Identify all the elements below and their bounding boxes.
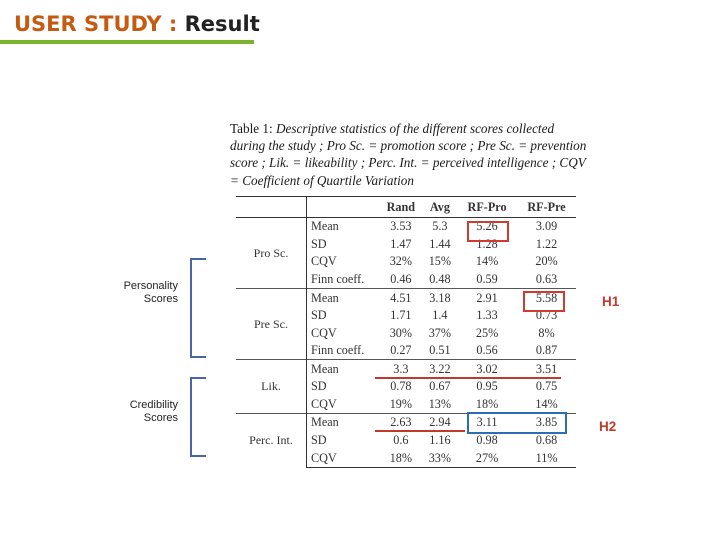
table-cell: 0.27 xyxy=(390,343,412,358)
table-cell: 3.53 xyxy=(379,218,423,236)
caption-text: Descriptive statistics of the different scores collected during the study ; Pro Sc. = promotion score ; Pre Sc. = prevention score ; Lik. = likeability ; Perc. Int. = perceived intelligence ; CQV = Coefficient of Quartile Variation xyxy=(230,121,587,188)
table-cell: 1.71 xyxy=(390,308,412,323)
table-cell: 3.18 xyxy=(423,289,457,307)
table-cell: 0.98 xyxy=(476,432,498,447)
column-header: Avg xyxy=(423,197,457,218)
metric-label: Mean xyxy=(307,289,380,307)
slide-title-suffix: Result xyxy=(184,12,260,36)
column-header: RF-Pro xyxy=(457,197,517,218)
table-cell: 0.51 xyxy=(429,343,451,358)
table-cell: 1.22 xyxy=(535,236,558,251)
table-row xyxy=(236,218,576,236)
credibility-label-line1: Credibility xyxy=(129,399,178,411)
table-cell: 13% xyxy=(428,396,452,411)
credibility-label-line2: Scores xyxy=(143,412,178,424)
table-cell: 2.91 xyxy=(457,289,517,307)
metric-label: SD xyxy=(311,308,327,323)
table-cell: 1.4 xyxy=(432,308,448,323)
metric-label: SD xyxy=(311,236,327,251)
metric-label: Mean xyxy=(307,414,380,432)
column-header: RF-Pre xyxy=(517,197,576,218)
metric-label: Mean xyxy=(307,218,380,236)
table-cell: 1.33 xyxy=(476,308,498,323)
table-cell: 27% xyxy=(457,449,517,467)
personality-scores-label xyxy=(100,280,178,306)
metric-label: CQV xyxy=(311,396,337,411)
hypothesis-h2-label: H2 xyxy=(599,419,617,434)
table-cell: 1.44 xyxy=(429,236,451,251)
table-cell: 1.16 xyxy=(429,432,451,447)
metric-label: SD xyxy=(311,432,327,447)
table-cell: 2.94 xyxy=(423,414,457,432)
table-cell: 0.46 xyxy=(390,271,412,286)
table-cell: 0.78 xyxy=(390,379,412,394)
table-cell: 0.75 xyxy=(535,379,558,394)
metric-label: Finn coeff. xyxy=(311,271,365,286)
caption-label: Table 1: xyxy=(230,121,273,136)
table-cell: 37% xyxy=(428,325,452,340)
slide-title xyxy=(14,12,260,36)
table-cell: 18% xyxy=(475,396,499,411)
table-cell: 33% xyxy=(423,449,457,467)
table-cell: 11% xyxy=(517,449,576,467)
table-cell: 5.26 xyxy=(457,218,517,236)
table-cell: 0.48 xyxy=(429,271,451,286)
table-cell: 3.22 xyxy=(423,360,457,378)
table-cell: 3.51 xyxy=(517,360,576,378)
table-cell: 20% xyxy=(535,254,558,269)
column-header: Rand xyxy=(379,197,423,218)
table-cell: 14% xyxy=(475,254,499,269)
table-cell: 14% xyxy=(535,396,558,411)
highlight-box-pre-mean xyxy=(523,291,565,312)
table-cell: 18% xyxy=(379,449,423,467)
table-cell: 0.6 xyxy=(393,432,409,447)
header-corner xyxy=(236,197,307,218)
metric-label: CQV xyxy=(311,325,337,340)
personality-label-line1: Personality xyxy=(123,280,178,292)
table-cell: 1.47 xyxy=(390,236,412,251)
table-cell: 8% xyxy=(538,325,555,340)
table-cell: 0.95 xyxy=(476,379,498,394)
header-metric-blank xyxy=(307,197,380,218)
highlight-box-pro-mean xyxy=(467,221,509,242)
metric-label: Finn coeff. xyxy=(311,343,365,358)
table-cell: 0.68 xyxy=(535,432,558,447)
table-caption xyxy=(230,120,590,189)
table-cell: 3.02 xyxy=(457,360,517,378)
table-cell: 0.63 xyxy=(535,271,558,286)
table-cell: 0.67 xyxy=(429,379,451,394)
table-cell: 0.59 xyxy=(476,271,498,286)
metric-label: CQV xyxy=(307,449,380,467)
personality-label-line2: Scores xyxy=(143,293,178,305)
table-cell: 0.73 xyxy=(535,308,558,323)
table-cell: 2.63 xyxy=(379,414,423,432)
table-cell: 3.11 xyxy=(457,414,517,432)
metric-label: CQV xyxy=(311,254,337,269)
table-cell: 3.09 xyxy=(517,218,576,236)
title-underline xyxy=(0,40,254,44)
table-cell: 25% xyxy=(475,325,499,340)
table-cell: 3.85 xyxy=(517,414,576,432)
lik-mean-underline xyxy=(375,377,561,379)
hypothesis-h1-label: H1 xyxy=(602,294,620,309)
group-label: Perc. Int. xyxy=(236,414,307,468)
group-label: Lik. xyxy=(236,360,307,414)
table-row xyxy=(236,360,576,378)
table-header-row xyxy=(236,197,576,218)
table-cell: 15% xyxy=(428,254,452,269)
table-cell: 1.28 xyxy=(476,236,498,251)
table-cell: 3.3 xyxy=(379,360,423,378)
table-cell: 30% xyxy=(389,325,413,340)
slide-title-prefix: USER STUDY : xyxy=(14,12,185,36)
table-cell: 0.87 xyxy=(535,343,558,358)
table-cell: 5.58 xyxy=(517,289,576,307)
table-cell: 0.56 xyxy=(476,343,498,358)
personality-bracket xyxy=(190,258,206,358)
table-cell: 19% xyxy=(389,396,413,411)
metric-label: Mean xyxy=(307,360,380,378)
table-cell: 32% xyxy=(389,254,413,269)
table-cell: 5.3 xyxy=(423,218,457,236)
highlight-box-perc-int-mean xyxy=(467,412,567,434)
credibility-scores-label xyxy=(100,399,178,425)
perc-int-mean-underline xyxy=(375,430,465,432)
credibility-bracket xyxy=(190,377,206,457)
table-cell: 4.51 xyxy=(379,289,423,307)
group-label: Pre Sc. xyxy=(236,289,307,360)
group-label: Pro Sc. xyxy=(236,218,307,289)
metric-label: SD xyxy=(311,379,327,394)
